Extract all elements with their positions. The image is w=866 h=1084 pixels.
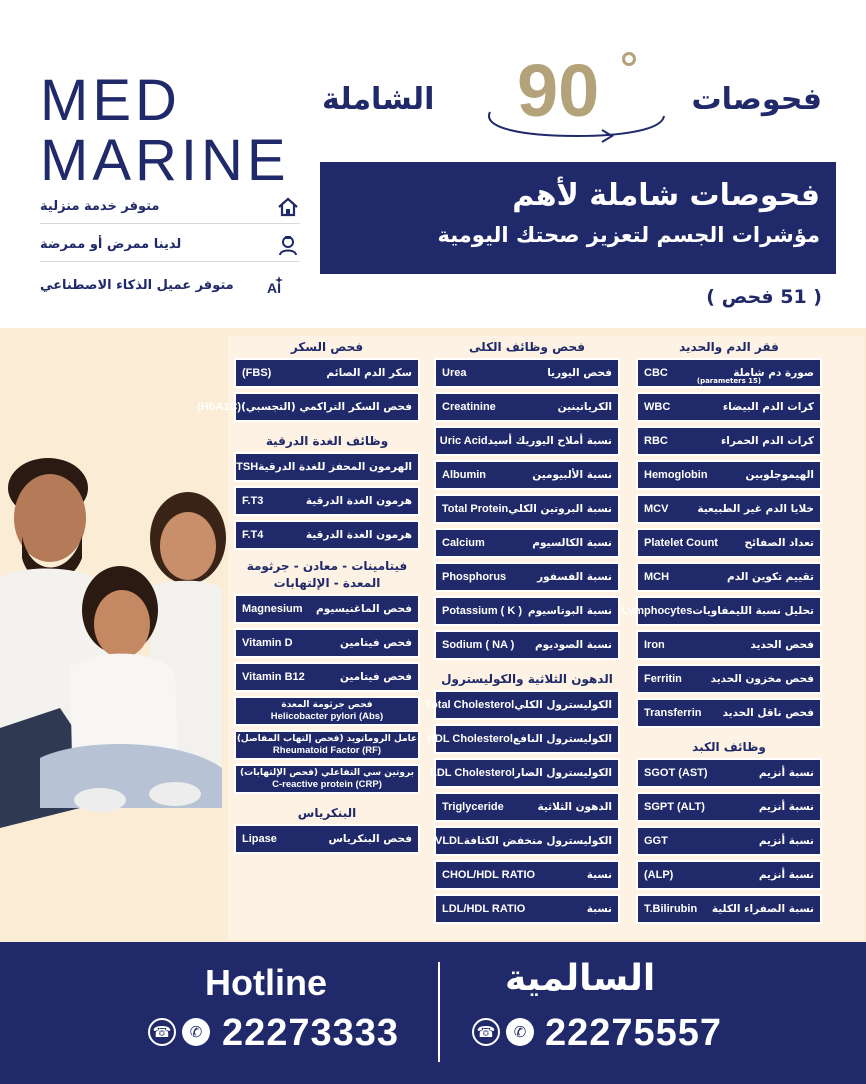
test-name-en: Rheumatoid Factor (RF) — [272, 745, 382, 756]
test-name-en: CHOL/HDL RATIO — [442, 869, 536, 881]
salmiya-title: السالمية — [505, 958, 656, 999]
test-item — [234, 824, 420, 854]
headline-word-left: الشاملة — [322, 82, 435, 117]
section-title: فحص وظائف الكلى — [469, 340, 585, 354]
section-title: فحص السكر — [290, 340, 364, 354]
headline — [322, 30, 822, 148]
hotline-number[interactable]: 22273333 — [222, 1012, 400, 1054]
test-name-en: Urea — [442, 367, 467, 379]
test-name-ar: فحص جرثومة المعدة — [281, 700, 373, 710]
test-name-ar: نسبة — [586, 869, 612, 881]
test-name-ar: تعداد الصفائح — [744, 537, 814, 549]
headline-word-right: فحوصات — [691, 82, 822, 117]
test-item — [636, 664, 822, 694]
test-item — [434, 358, 620, 388]
test-item — [426, 724, 620, 754]
test-name-en: Transferrin — [644, 707, 702, 719]
test-name-ar: الدهون الثلاثية — [537, 801, 612, 813]
test-name-en: Potassium ( K ) — [442, 605, 523, 617]
test-item — [434, 562, 620, 592]
banner-line-1: فحوصات شاملة لأهم — [512, 178, 820, 213]
test-item — [234, 696, 420, 726]
test-item — [434, 596, 620, 626]
test-name-ar: تقييم تكوين الدم — [727, 571, 814, 583]
test-item — [434, 528, 620, 558]
test-name-en: (ALP) — [644, 869, 674, 881]
test-name-en: Vitamin B12 — [242, 671, 305, 683]
test-name-ar: الكوليسترول منخفض الكثافة — [463, 835, 612, 847]
test-name-en: Creatinine — [442, 401, 496, 413]
phone-icon: ☎ — [148, 1018, 176, 1046]
headline-banner — [320, 162, 836, 274]
section-title: الدهون الثلاثية والكوليسترول — [441, 672, 613, 686]
banner-line-2: مؤشرات الجسم لتعزيز صحتك اليومية — [437, 223, 820, 247]
hotline-contact-icons — [148, 1018, 210, 1046]
test-item — [234, 594, 420, 624]
test-name-en: LDL Cholesterol — [430, 767, 515, 779]
test-item — [234, 520, 420, 550]
test-name-ar: نسبة أملاح اليوريك أسيد — [487, 435, 612, 447]
test-item — [434, 894, 620, 924]
test-name-en: F.T4 — [242, 529, 264, 541]
test-name-ar: عامل الروماتويد (فحص إلتهاب المفاصل) — [236, 734, 418, 744]
test-item — [430, 758, 620, 788]
test-name-ar: كرات الدم البيضاء — [722, 401, 814, 413]
test-name-ar: نسبة الفسفور — [537, 571, 612, 583]
feature-ai-agent — [40, 268, 300, 302]
test-name-en: GGT — [644, 835, 668, 847]
test-name-en: MCV — [644, 503, 669, 515]
test-name-en: Total Cholesterol — [425, 699, 515, 711]
test-name-en: Lymphocytes — [621, 605, 693, 617]
test-name-en: Ferritin — [644, 673, 682, 685]
test-name-ar: الكرياتينين — [557, 401, 612, 413]
test-item — [636, 826, 822, 856]
test-name-ar: نسبة الصفراء الكلية — [711, 903, 814, 915]
brand-line-2: MARINE — [40, 128, 290, 193]
test-name-ar: هرمون الغدة الدرقية — [305, 495, 412, 507]
test-name-en: SGOT (AST) — [644, 767, 708, 779]
feature-text: متوفر عميل الذكاء الاصطناعي — [40, 277, 234, 293]
test-name-ar: نسبة الألبيومين — [532, 469, 612, 481]
test-name-ar: سكر الدم الصائم — [326, 367, 412, 379]
test-name-en: Iron — [644, 639, 665, 651]
test-name-en: Albumin — [442, 469, 486, 481]
test-name-en: F.T3 — [242, 495, 264, 507]
salmiya-contact-icons — [472, 1018, 534, 1046]
test-name-en: Helicobacter pylori (Abs) — [270, 711, 384, 722]
test-name-ar: كرات الدم الحمراء — [720, 435, 814, 447]
test-name-ar: خلايا الدم غير الطبيعية — [697, 503, 814, 515]
test-item — [636, 460, 822, 490]
test-name-ar: نسبة أنزيم — [758, 801, 814, 813]
test-name-en: RBC — [644, 435, 668, 447]
tests-panel — [197, 336, 864, 940]
test-item — [434, 826, 620, 856]
section-title: وظائف الغدة الدرقية — [265, 434, 389, 448]
degree-symbol — [622, 52, 636, 66]
test-name-ar: نسبة أنزيم — [758, 835, 814, 847]
test-item — [434, 460, 620, 490]
test-item — [636, 358, 822, 388]
whatsapp-icon: ✆ — [506, 1018, 534, 1046]
test-item — [434, 426, 620, 456]
test-item — [234, 358, 420, 388]
test-name-en: HDL Cholesterol — [426, 733, 513, 745]
test-name-ar: فحص الماغنيسيوم — [316, 603, 412, 615]
test-name-en: TSH — [236, 461, 259, 473]
feature-nurse — [40, 228, 300, 262]
test-name-ar: نسبة البوتاسيوم — [527, 605, 612, 617]
test-item — [434, 392, 620, 422]
circular-arrow-icon — [482, 108, 672, 138]
test-name-ar: فحص البنكرياس — [328, 833, 412, 845]
column-middle — [425, 336, 620, 928]
test-item — [234, 486, 420, 516]
home-icon — [276, 195, 300, 219]
svg-text:AI: AI — [267, 280, 281, 296]
footer — [0, 942, 866, 1084]
test-item — [434, 494, 620, 524]
test-name-en: VLDL — [434, 835, 464, 847]
test-name-en: WBC — [644, 401, 671, 413]
test-item — [636, 392, 822, 422]
test-item — [234, 628, 420, 658]
test-name-en: Vitamin D — [242, 637, 293, 649]
test-name-en: CBC — [644, 367, 668, 379]
test-item — [636, 792, 822, 822]
feature-text: متوفر خدمة منزلية — [40, 199, 160, 214]
test-item — [636, 494, 822, 524]
phone-icon: ☎ — [472, 1018, 500, 1046]
test-item — [434, 792, 620, 822]
test-item — [434, 860, 620, 890]
section-title: فقر الدم والحديد — [679, 340, 779, 354]
test-name-en: Total Protein — [441, 503, 509, 515]
test-item — [636, 562, 822, 592]
test-name-en: T.Bilirubin — [644, 903, 698, 915]
test-name-en: Uric Acid — [439, 435, 488, 447]
test-name-ar: نسبة الصوديوم — [534, 639, 612, 651]
test-name-ar: صورة دم شاملة — [733, 367, 814, 379]
test-subnote: (15 parameters) — [696, 377, 762, 385]
column-right — [621, 336, 822, 928]
test-name-ar: نسبة الكالسيوم — [532, 537, 612, 549]
test-item — [636, 758, 822, 788]
test-name-en: (FBS) — [242, 367, 272, 379]
test-item — [434, 630, 620, 660]
whatsapp-icon: ✆ — [182, 1018, 210, 1046]
footer-divider — [438, 962, 440, 1062]
test-name-en: Phosphorus — [442, 571, 507, 583]
test-name-ar: الكوليسترول الكلي — [514, 699, 612, 711]
test-name-ar: الكوليسترول الضار — [514, 767, 612, 779]
test-item — [234, 764, 420, 794]
test-name-ar: نسبة البروتين الكلي — [508, 503, 612, 515]
tests-count: ( 51 فحص ) — [706, 286, 822, 308]
test-name-ar: فحص ناقل الحديد — [722, 707, 814, 719]
test-item — [636, 630, 822, 660]
test-name-ar: فحص اليوريا — [547, 367, 612, 379]
test-name-ar: بروتين سي التفاعلي (فحص الإلتهابات) — [240, 768, 414, 778]
test-name-ar: هرمون الغدة الدرقية — [305, 529, 412, 541]
test-name-en: Hemoglobin — [644, 469, 708, 481]
ai-icon — [267, 273, 300, 297]
section-title: فيتامينات - معادن - جرثومة المعدة - الإلتهابات — [246, 559, 408, 590]
test-item — [621, 596, 822, 626]
test-name-ar: الهيموجلوبين — [745, 469, 814, 481]
test-item — [636, 860, 822, 890]
test-name-en: MCH — [644, 571, 670, 583]
test-name-en: C-reactive protein (CRP) — [272, 779, 382, 790]
test-name-ar: فحص فيتامين — [339, 671, 412, 683]
test-name-ar: فحص الحديد — [750, 639, 814, 651]
test-name-en: LDL/HDL RATIO — [442, 903, 526, 915]
test-name-ar: فحص فيتامين — [339, 637, 412, 649]
test-name-ar: نسبة — [586, 903, 612, 915]
test-name-ar: نسبة أنزيم — [758, 869, 814, 881]
test-item — [636, 528, 822, 558]
section-title: وظائف الكبد — [692, 740, 766, 754]
feature-home-service — [40, 190, 300, 224]
brand-logo — [40, 68, 300, 193]
test-name-ar: تحليل نسبة الليمفاويات — [692, 605, 814, 617]
test-name-ar: نسبة أنزيم — [758, 767, 814, 779]
brand-line-1: MED — [40, 68, 181, 133]
test-name-en: (HbA1C) — [197, 401, 242, 413]
test-name-ar: الكوليسترول النافع — [512, 733, 612, 745]
test-name-en: SGPT (ALT) — [644, 801, 705, 813]
test-name-en: Platelet Count — [644, 537, 718, 549]
test-name-ar: الهرمون المحفز للغدة الدرقية — [258, 461, 412, 473]
feature-text: لدينا ممرض أو ممرضة — [40, 237, 182, 252]
hotline-title: Hotline — [205, 962, 327, 1003]
test-item — [636, 698, 822, 728]
column-left — [197, 336, 420, 858]
test-name-ar: فحص مخزون الحديد — [710, 673, 814, 685]
family-photo — [0, 328, 222, 942]
section-title: البنكرياس — [297, 806, 357, 820]
test-name-en: Calcium — [442, 537, 485, 549]
test-item — [234, 662, 420, 692]
test-name-ar: فحص السكر التراكمي (التجسبي) — [241, 401, 412, 413]
test-item — [636, 426, 822, 456]
test-item — [636, 894, 822, 924]
test-name-en: Triglyceride — [442, 801, 504, 813]
nurse-icon — [276, 233, 300, 257]
test-name-en: Sodium ( NA ) — [442, 639, 515, 651]
test-name-en: Lipase — [242, 833, 277, 845]
test-item — [234, 730, 420, 760]
test-name-en: Magnesium — [242, 603, 303, 615]
salmiya-number[interactable]: 22275557 — [545, 1012, 723, 1054]
test-item — [197, 392, 420, 422]
test-item — [425, 690, 620, 720]
test-item — [234, 452, 420, 482]
headline-number: 90 — [517, 49, 600, 132]
